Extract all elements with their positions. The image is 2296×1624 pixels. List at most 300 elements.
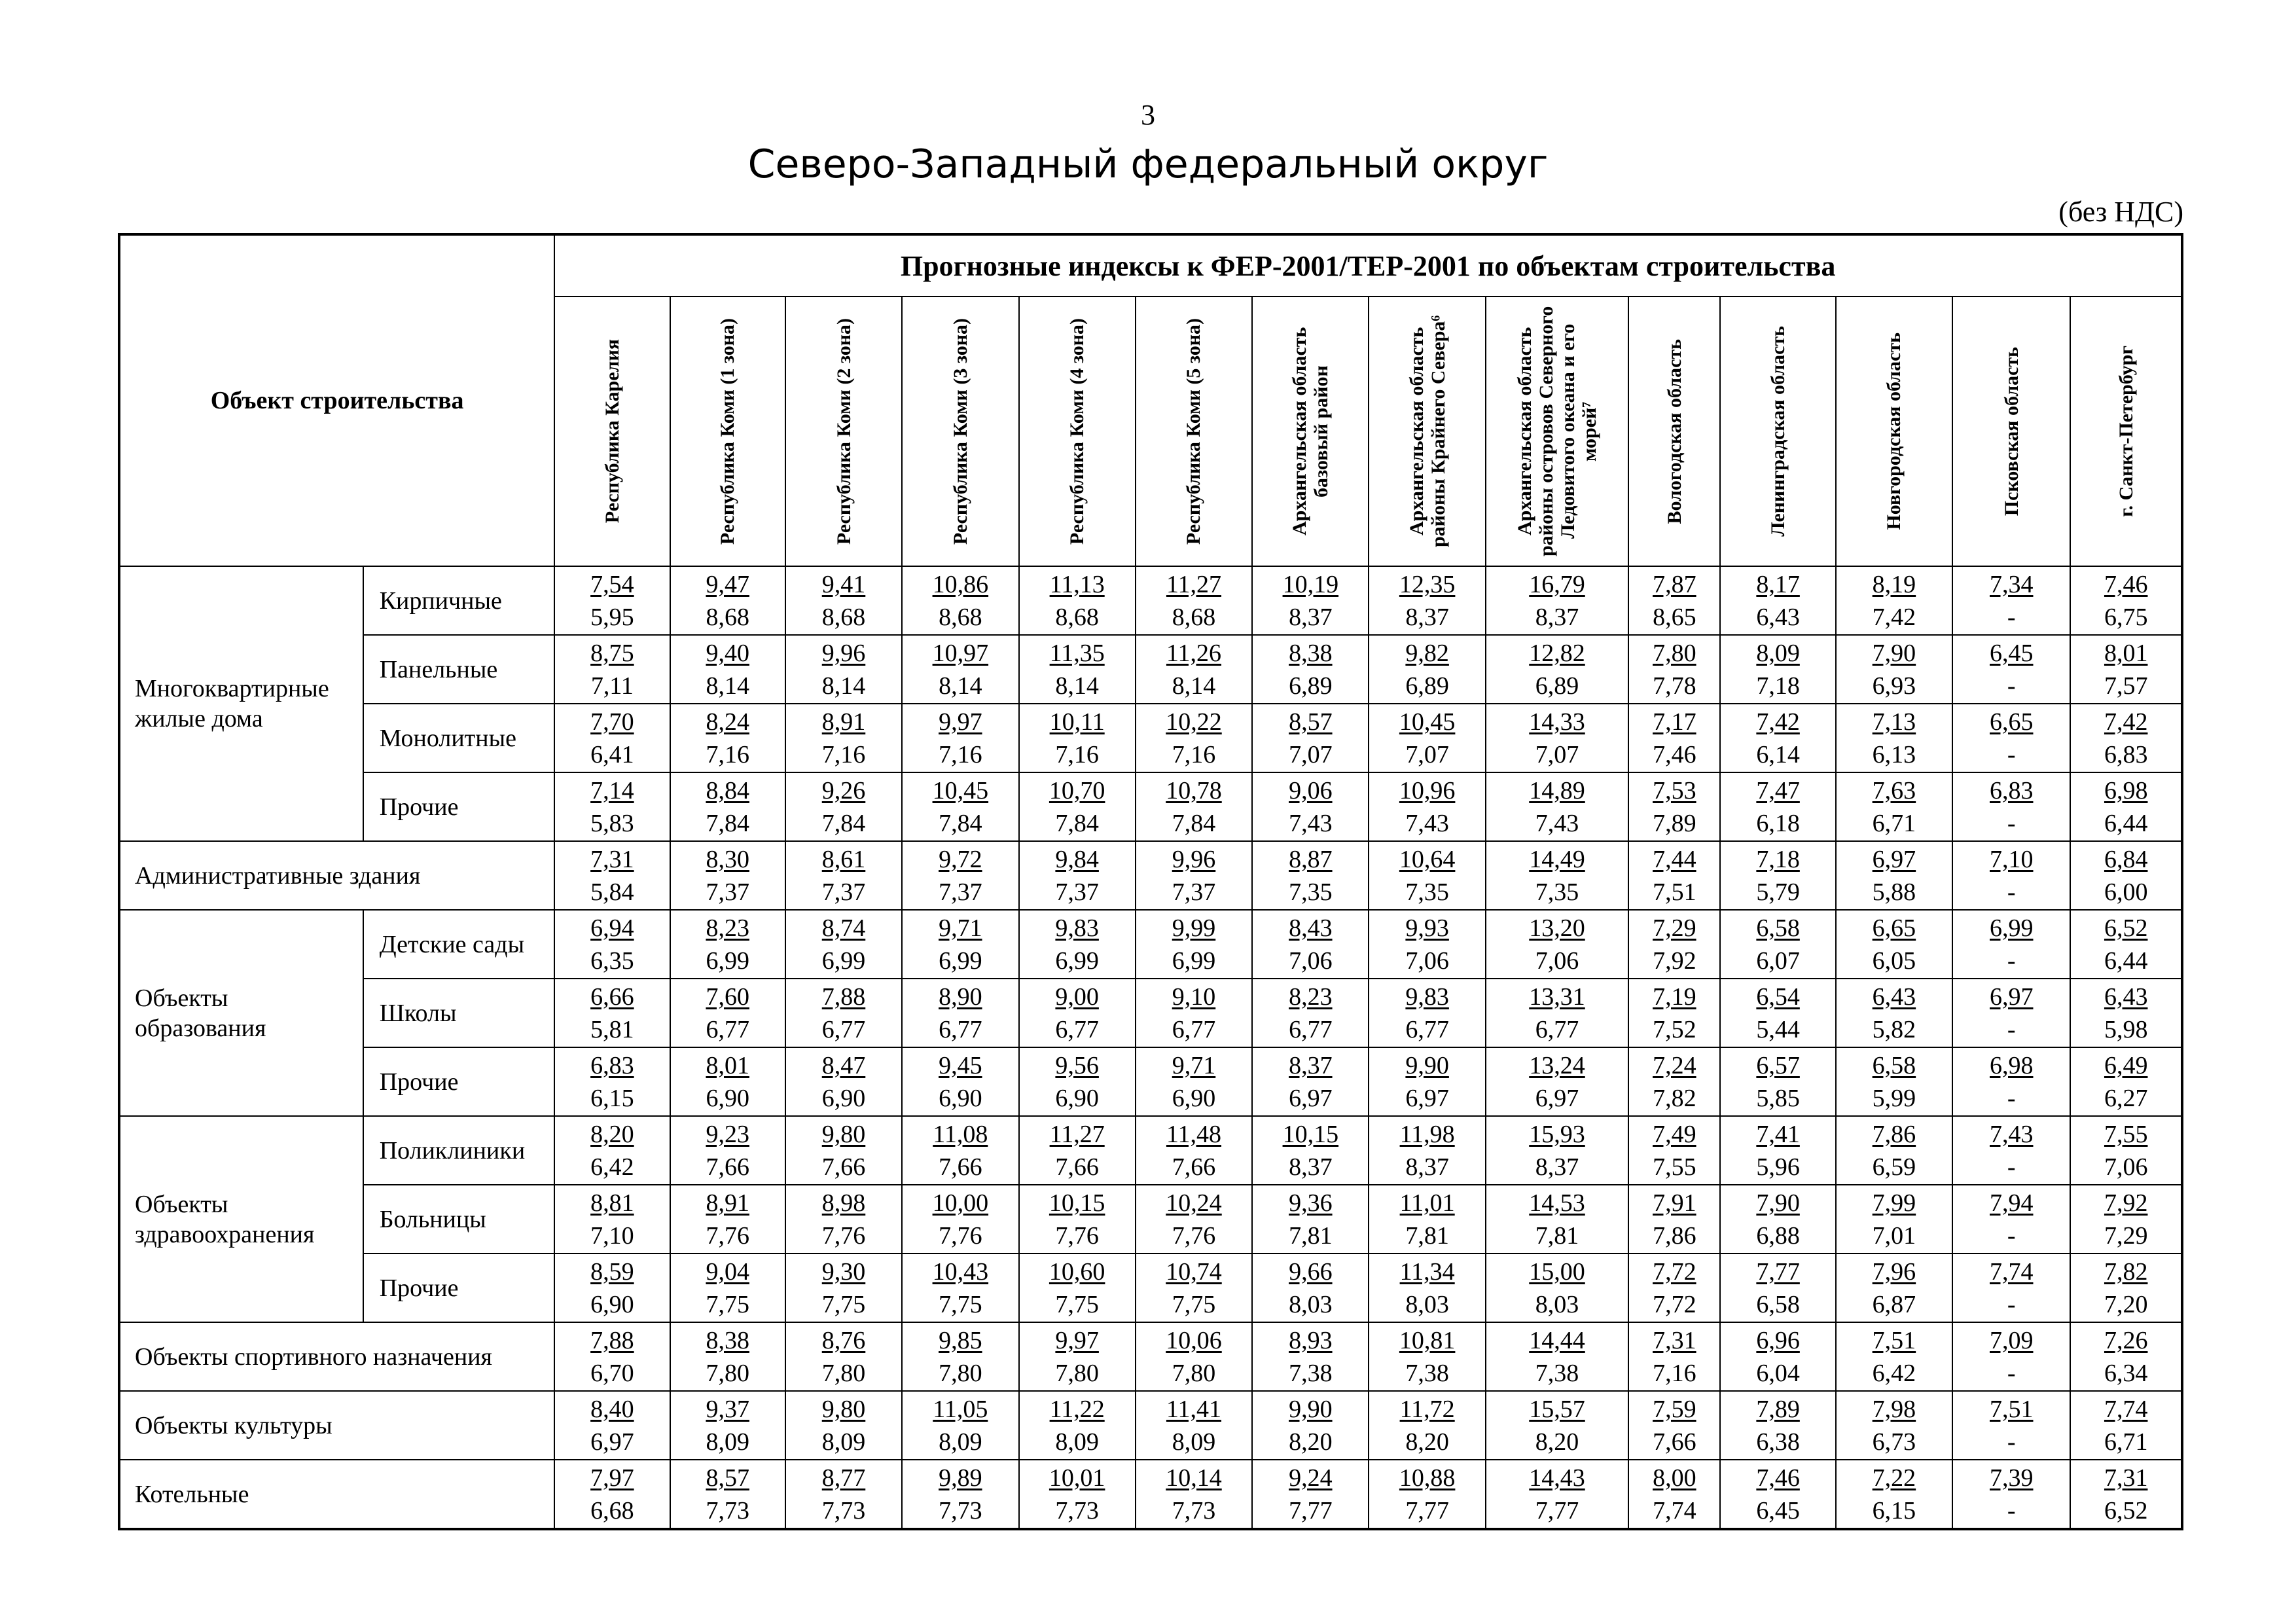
index-cell	[1952, 979, 2070, 1047]
index-value-top: 7,39	[1990, 1464, 2034, 1492]
index-value-top: 14,89	[1529, 776, 1585, 804]
index-value-top: 9,04	[706, 1257, 749, 1286]
group-label: Многоквартирные жилые дома	[119, 566, 363, 841]
index-value-top: 11,22	[1049, 1395, 1105, 1423]
subgroup-label: Школы	[363, 979, 555, 1047]
table-row	[119, 1047, 2182, 1116]
column-header-label: Архангельская область районы Крайнего Севера⁶	[1405, 315, 1449, 548]
table-row	[119, 704, 2182, 772]
index-value-bottom: 6,42	[1872, 1359, 1916, 1387]
index-cell	[1252, 841, 1369, 910]
group-label: Объекты культуры	[119, 1391, 554, 1460]
index-cell	[1720, 635, 1835, 704]
index-cell	[2070, 566, 2182, 635]
index-value-top: 8,20	[590, 1120, 634, 1148]
index-cell	[670, 841, 785, 910]
index-value-top: 7,90	[1756, 1189, 1800, 1217]
index-value-bottom: -	[2007, 947, 2016, 975]
index-cell	[902, 910, 1018, 979]
index-value-bottom: 7,76	[939, 1221, 982, 1250]
index-value-bottom: 6,89	[1289, 672, 1333, 700]
index-value-bottom: 8,37	[1405, 603, 1449, 631]
index-cell	[1252, 1047, 1369, 1116]
index-cell	[1136, 1047, 1252, 1116]
index-value-top: 6,83	[590, 1051, 634, 1079]
index-value-bottom: 7,16	[1653, 1359, 1696, 1387]
table-row	[119, 979, 2182, 1047]
index-value-top: 7,63	[1872, 776, 1916, 804]
index-value-top: 11,72	[1399, 1395, 1455, 1423]
index-value-top: 8,98	[821, 1189, 866, 1217]
index-value-bottom: 6,87	[1872, 1290, 1916, 1318]
index-value-top: 14,53	[1529, 1189, 1585, 1217]
index-cell	[1019, 1047, 1136, 1116]
index-value-top: 8,01	[2104, 639, 2148, 667]
index-cell	[554, 635, 670, 704]
index-cell	[670, 1254, 785, 1322]
index-value-top: 6,97	[1990, 983, 2034, 1011]
index-cell	[785, 910, 902, 979]
table-row	[119, 1460, 2182, 1529]
index-value-top: 9,83	[1405, 983, 1449, 1011]
index-value-bottom: 7,10	[590, 1221, 634, 1250]
index-cell	[1628, 704, 1720, 772]
index-value-bottom: 6,99	[1172, 947, 1216, 975]
index-cell	[670, 1460, 785, 1529]
index-value-top: 9,40	[706, 639, 749, 667]
index-value-bottom: 7,43	[1405, 809, 1449, 837]
index-cell	[785, 841, 902, 910]
index-cell	[1136, 1322, 1252, 1391]
subgroup-label: Больницы	[363, 1185, 555, 1254]
index-value-top: 9,97	[939, 708, 982, 736]
index-cell	[1252, 1116, 1369, 1185]
index-value-bottom: 6,90	[939, 1084, 982, 1112]
index-cell	[1019, 841, 1136, 910]
index-cell	[785, 1322, 902, 1391]
index-cell	[1720, 841, 1835, 910]
index-value-bottom: -	[2007, 1084, 2016, 1112]
index-value-top: 7,90	[1872, 639, 1916, 667]
index-value-top: 13,31	[1529, 983, 1585, 1011]
index-value-bottom: 7,84	[821, 809, 866, 837]
table-row	[119, 1185, 2182, 1254]
index-value-top: 6,65	[1872, 914, 1916, 942]
index-cell	[554, 566, 670, 635]
index-value-bottom: 7,81	[1535, 1221, 1579, 1250]
index-cell	[1486, 1185, 1628, 1254]
index-value-top: 7,99	[1872, 1189, 1916, 1217]
subgroup-label: Детские сады	[363, 910, 555, 979]
index-value-top: 15,93	[1529, 1120, 1585, 1148]
column-header	[785, 297, 902, 566]
index-cell	[785, 1116, 902, 1185]
index-cell	[1019, 772, 1136, 841]
index-value-top: 7,80	[1653, 639, 1696, 667]
index-value-bottom: 8,68	[706, 603, 749, 631]
column-header-label: Архангельская область базовый район	[1289, 327, 1333, 536]
index-value-top: 8,77	[821, 1464, 866, 1492]
index-value-bottom: 7,66	[1653, 1428, 1696, 1456]
index-value-top: 11,48	[1166, 1120, 1222, 1148]
column-header	[1836, 297, 1952, 566]
index-value-top: 14,49	[1529, 845, 1585, 873]
index-cell	[785, 704, 902, 772]
index-value-top: 8,43	[1289, 914, 1333, 942]
index-value-top: 9,47	[706, 570, 749, 598]
index-value-top: 7,31	[590, 845, 634, 873]
index-cell	[902, 1254, 1018, 1322]
index-cell	[554, 1460, 670, 1529]
index-value-top: 10,70	[1049, 776, 1105, 804]
index-value-bottom: 6,73	[1872, 1428, 1916, 1456]
index-cell	[1720, 1185, 1835, 1254]
index-value-top: 6,45	[1990, 639, 2034, 667]
index-value-top: 10,01	[1049, 1464, 1105, 1492]
index-value-bottom: 5,98	[2104, 1015, 2148, 1043]
index-value-bottom: -	[2007, 1153, 2016, 1181]
index-cell	[1252, 635, 1369, 704]
index-value-bottom: 6,41	[590, 740, 634, 768]
index-value-top: 8,23	[706, 914, 749, 942]
index-value-bottom: 6,77	[706, 1015, 749, 1043]
index-value-bottom: 6,97	[1289, 1084, 1333, 1112]
index-value-top: 7,44	[1653, 845, 1696, 873]
index-cell	[1486, 910, 1628, 979]
index-cell	[1369, 979, 1485, 1047]
index-value-bottom: 6,88	[1756, 1221, 1800, 1250]
index-cell	[1369, 1322, 1485, 1391]
index-value-top: 9,89	[939, 1464, 982, 1492]
index-value-top: 6,57	[1756, 1051, 1800, 1079]
index-value-bottom: 5,81	[590, 1015, 634, 1043]
index-value-top: 11,13	[1049, 570, 1105, 598]
index-cell	[1720, 1047, 1835, 1116]
index-value-top: 7,47	[1756, 776, 1800, 804]
index-value-bottom: 8,68	[1172, 603, 1216, 631]
index-value-bottom: 7,07	[1535, 740, 1579, 768]
index-value-bottom: 8,65	[1653, 603, 1696, 631]
index-value-top: 8,30	[706, 845, 749, 873]
index-cell	[1369, 1391, 1485, 1460]
index-value-top: 8,93	[1289, 1326, 1333, 1354]
index-value-top: 9,71	[939, 914, 982, 942]
index-value-bottom: 8,68	[1055, 603, 1099, 631]
index-value-bottom: 7,75	[1055, 1290, 1099, 1318]
index-value-bottom: 7,16	[706, 740, 749, 768]
index-value-top: 7,82	[2104, 1257, 2148, 1286]
index-cell	[670, 566, 785, 635]
index-value-top: 7,88	[590, 1326, 634, 1354]
index-value-top: 11,27	[1049, 1120, 1105, 1148]
index-value-top: 7,77	[1756, 1257, 1800, 1286]
index-value-bottom: 7,16	[1172, 740, 1216, 768]
index-value-top: 7,31	[2104, 1464, 2148, 1492]
index-value-top: 15,57	[1529, 1395, 1585, 1423]
index-cell	[1720, 910, 1835, 979]
index-value-top: 10,14	[1166, 1464, 1222, 1492]
index-value-bottom: 6,71	[1872, 809, 1916, 837]
index-value-bottom: 6,97	[590, 1428, 634, 1456]
column-header	[1369, 297, 1485, 566]
index-cell	[1952, 841, 2070, 910]
column-header	[1720, 297, 1835, 566]
index-cell	[554, 772, 670, 841]
index-value-bottom: 7,92	[1653, 947, 1696, 975]
index-value-bottom: 6,44	[2104, 809, 2148, 837]
index-value-top: 10,06	[1166, 1326, 1222, 1354]
index-value-bottom: 6,15	[590, 1084, 634, 1112]
index-cell	[1952, 1047, 2070, 1116]
index-cell	[1486, 635, 1628, 704]
index-cell	[902, 841, 1018, 910]
index-value-top: 9,06	[1289, 776, 1333, 804]
index-value-top: 9,85	[939, 1326, 982, 1354]
index-value-bottom: 7,66	[1172, 1153, 1216, 1181]
index-value-top: 7,51	[1872, 1326, 1916, 1354]
index-cell	[1836, 979, 1952, 1047]
index-value-top: 9,24	[1289, 1464, 1333, 1492]
index-value-bottom: 7,84	[1172, 809, 1216, 837]
table-row	[119, 772, 2182, 841]
index-value-bottom: 5,99	[1872, 1084, 1916, 1112]
index-value-top: 9,30	[821, 1257, 866, 1286]
index-value-bottom: 6,89	[1535, 672, 1579, 700]
index-cell	[785, 566, 902, 635]
index-value-bottom: 7,37	[1055, 878, 1099, 906]
column-header	[902, 297, 1018, 566]
index-value-top: 10,78	[1166, 776, 1222, 804]
index-value-bottom: 6,13	[1872, 740, 1916, 768]
index-cell	[1369, 1116, 1485, 1185]
index-value-top: 11,98	[1399, 1120, 1455, 1148]
index-value-bottom: 8,37	[1535, 1153, 1579, 1181]
column-header-label: Ленинградская область	[1767, 326, 1789, 537]
index-cell	[1136, 979, 1252, 1047]
index-value-top: 14,43	[1529, 1464, 1585, 1492]
index-value-bottom: 6,90	[821, 1084, 866, 1112]
index-value-bottom: 8,37	[1289, 1153, 1333, 1181]
index-cell	[1486, 1254, 1628, 1322]
index-cell	[1952, 704, 2070, 772]
index-value-top: 13,20	[1529, 914, 1585, 942]
index-cell	[1836, 704, 1952, 772]
index-value-top: 7,42	[2104, 708, 2148, 736]
column-header	[670, 297, 785, 566]
index-value-bottom: 7,78	[1653, 672, 1696, 700]
index-cell	[1628, 635, 1720, 704]
index-value-bottom: 6,83	[2104, 740, 2148, 768]
column-header	[1952, 297, 2070, 566]
index-value-top: 9,26	[821, 776, 866, 804]
index-value-top: 8,81	[590, 1189, 634, 1217]
index-cell	[1369, 1047, 1485, 1116]
index-cell	[554, 1322, 670, 1391]
index-value-bottom: 6,07	[1756, 947, 1800, 975]
column-header	[554, 297, 670, 566]
index-value-bottom: 6,71	[2104, 1428, 2148, 1456]
index-value-top: 8,61	[821, 845, 866, 873]
index-value-top: 10,64	[1399, 845, 1456, 873]
index-value-bottom: 7,29	[2104, 1221, 2148, 1250]
index-cell	[1836, 1254, 1952, 1322]
index-cell	[1628, 979, 1720, 1047]
index-cell	[1952, 1460, 2070, 1529]
index-cell	[1369, 635, 1485, 704]
index-value-bottom: 6,97	[1405, 1084, 1449, 1112]
index-value-bottom: 5,95	[590, 603, 634, 631]
index-cell	[1720, 772, 1835, 841]
index-cell	[902, 1185, 1018, 1254]
index-cell	[670, 1185, 785, 1254]
index-value-top: 12,82	[1529, 639, 1585, 667]
index-value-bottom: 7,80	[939, 1359, 982, 1387]
index-value-bottom: 8,03	[1535, 1290, 1579, 1318]
index-value-bottom: 7,01	[1872, 1221, 1916, 1250]
index-cell	[1952, 1185, 2070, 1254]
index-value-bottom: 6,15	[1872, 1496, 1916, 1525]
index-value-top: 7,91	[1653, 1189, 1696, 1217]
index-value-bottom: 7,07	[1405, 740, 1449, 768]
index-cell	[1952, 1322, 2070, 1391]
index-cell	[1136, 772, 1252, 841]
index-value-bottom: 7,80	[1055, 1359, 1099, 1387]
index-value-top: 7,19	[1653, 983, 1696, 1011]
index-value-top: 11,05	[933, 1395, 988, 1423]
index-value-top: 9,45	[939, 1051, 982, 1079]
index-cell	[1836, 1391, 1952, 1460]
index-value-bottom: 7,75	[706, 1290, 749, 1318]
index-value-bottom: 6,77	[1055, 1015, 1099, 1043]
index-value-top: 11,34	[1399, 1257, 1455, 1286]
index-cell	[1252, 1391, 1369, 1460]
index-value-top: 8,38	[1289, 639, 1333, 667]
index-cell	[2070, 1047, 2182, 1116]
index-value-top: 7,09	[1990, 1326, 2034, 1354]
index-cell	[1628, 1047, 1720, 1116]
index-value-top: 7,60	[706, 983, 749, 1011]
index-cell	[1252, 1185, 1369, 1254]
index-cell	[1952, 910, 2070, 979]
index-value-top: 16,79	[1529, 570, 1585, 598]
index-value-bottom: 6,99	[821, 947, 866, 975]
index-cell	[902, 566, 1018, 635]
index-cell	[1136, 704, 1252, 772]
index-value-bottom: 7,35	[1535, 878, 1579, 906]
index-cell	[1836, 1185, 1952, 1254]
index-value-bottom: 7,37	[706, 878, 749, 906]
index-value-top: 7,92	[2104, 1189, 2148, 1217]
index-value-bottom: 7,89	[1653, 809, 1696, 837]
index-value-bottom: 8,20	[1289, 1428, 1333, 1456]
index-cell	[1369, 1460, 1485, 1529]
index-cell	[554, 1116, 670, 1185]
index-value-top: 10,45	[932, 776, 989, 804]
index-value-top: 7,49	[1653, 1120, 1696, 1148]
index-value-bottom: 6,77	[939, 1015, 982, 1043]
index-value-top: 11,01	[1399, 1189, 1455, 1217]
index-value-top: 9,23	[706, 1120, 749, 1148]
index-value-bottom: -	[2007, 1496, 2016, 1525]
index-value-bottom: 7,73	[939, 1496, 982, 1525]
index-cell	[1720, 704, 1835, 772]
index-value-top: 9,99	[1172, 914, 1216, 942]
index-value-top: 7,89	[1756, 1395, 1800, 1423]
index-value-bottom: 7,77	[1535, 1496, 1579, 1525]
index-value-top: 6,58	[1756, 914, 1800, 942]
index-cell	[1720, 1460, 1835, 1529]
index-cell	[670, 1322, 785, 1391]
index-cell	[785, 1391, 902, 1460]
index-value-top: 10,97	[932, 639, 989, 667]
subgroup-label: Прочие	[363, 1254, 555, 1322]
index-value-top: 7,26	[2104, 1326, 2148, 1354]
index-value-bottom: 7,80	[821, 1359, 866, 1387]
index-value-top: 7,94	[1990, 1189, 2034, 1217]
index-value-top: 8,00	[1653, 1464, 1696, 1492]
index-value-top: 6,83	[1990, 776, 2034, 804]
index-cell	[1369, 910, 1485, 979]
index-cell	[670, 635, 785, 704]
index-value-top: 7,96	[1872, 1257, 1916, 1286]
index-cell	[1486, 566, 1628, 635]
index-value-top: 8,57	[706, 1464, 749, 1492]
index-value-top: 10,19	[1282, 570, 1339, 598]
table-row	[119, 566, 2182, 635]
index-cell	[670, 910, 785, 979]
index-value-bottom: 7,82	[1653, 1084, 1696, 1112]
index-cell	[1628, 910, 1720, 979]
index-cell	[1369, 704, 1485, 772]
index-value-top: 11,27	[1166, 570, 1222, 598]
index-value-bottom: 6,45	[1756, 1496, 1800, 1525]
index-value-top: 9,97	[1055, 1326, 1099, 1354]
index-value-top: 7,43	[1990, 1120, 2034, 1148]
index-cell	[1019, 1116, 1136, 1185]
index-value-bottom: 8,09	[821, 1428, 866, 1456]
index-cell	[1136, 841, 1252, 910]
index-value-top: 9,41	[821, 570, 866, 598]
index-value-bottom: 7,38	[1289, 1359, 1333, 1387]
index-cell	[785, 772, 902, 841]
index-value-top: 14,33	[1529, 708, 1585, 736]
index-cell	[1836, 772, 1952, 841]
group-label: Объекты здравоохранения	[119, 1116, 363, 1322]
index-value-bottom: 7,66	[939, 1153, 982, 1181]
index-value-top: 7,10	[1990, 845, 2034, 873]
index-value-top: 7,51	[1990, 1395, 2034, 1423]
index-value-top: 7,86	[1872, 1120, 1916, 1148]
index-value-bottom: 8,14	[1055, 672, 1099, 700]
subgroup-label: Монолитные	[363, 704, 555, 772]
index-value-bottom: 7,06	[2104, 1153, 2148, 1181]
index-value-top: 11,08	[933, 1120, 988, 1148]
index-value-top: 10,22	[1166, 708, 1222, 736]
index-value-bottom: 7,81	[1289, 1221, 1333, 1250]
index-value-bottom: 7,80	[706, 1359, 749, 1387]
index-value-bottom: 7,55	[1653, 1153, 1696, 1181]
index-cell	[670, 1391, 785, 1460]
index-cell	[2070, 1185, 2182, 1254]
column-header	[1252, 297, 1369, 566]
index-value-bottom: 7,46	[1653, 740, 1696, 768]
table-row	[119, 1254, 2182, 1322]
index-value-bottom: 8,68	[939, 603, 982, 631]
subgroup-label: Панельные	[363, 635, 555, 704]
index-value-bottom: 7,66	[821, 1153, 866, 1181]
index-value-top: 14,44	[1529, 1326, 1585, 1354]
index-cell	[902, 1047, 1018, 1116]
